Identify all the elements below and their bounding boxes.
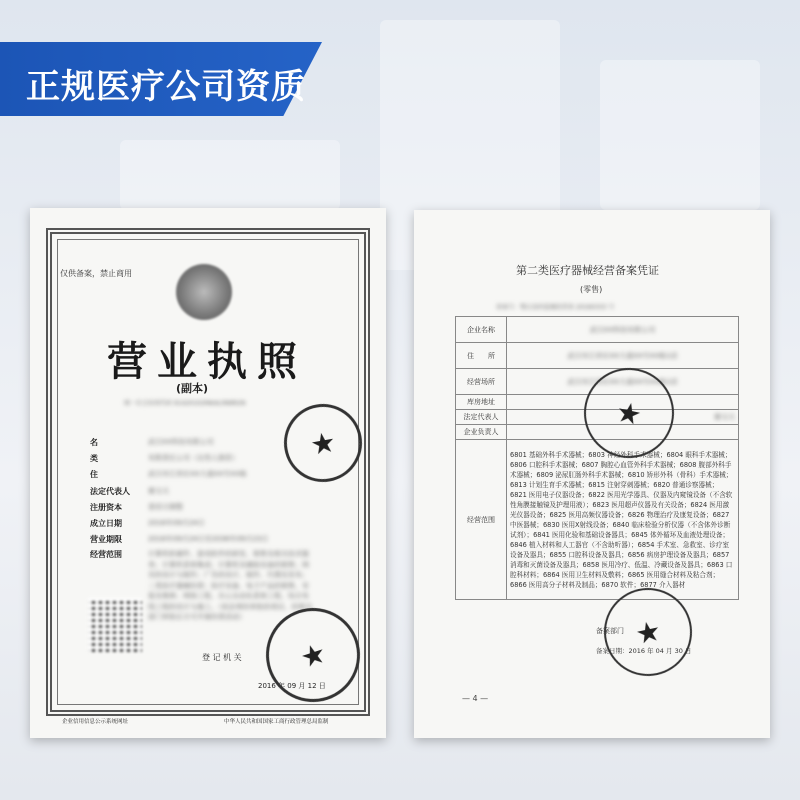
field-label-founded: 成立日期 <box>90 519 122 528</box>
field-label-capital: 注册资本 <box>90 503 122 512</box>
row-key: 住 所 <box>456 343 507 369</box>
company-seal-icon: ★ <box>576 360 683 467</box>
field-value-founded: 2016年09月24日 <box>148 519 205 527</box>
company-seal-icon: ★ <box>278 398 368 488</box>
agency-seal-icon: ★ <box>596 580 700 684</box>
field-label-term: 营业期限 <box>90 535 122 544</box>
row-value: 武汉XX科技有限公司 <box>507 317 739 343</box>
background-panel <box>600 60 760 210</box>
background-panel <box>120 140 340 210</box>
page-number: — 4 — <box>462 694 489 703</box>
certificate-title: 第二类医疗器械经营备案凭证 <box>516 264 659 277</box>
certificate-date: 备案日期：2016 年 04 月 30 日 <box>596 647 692 655</box>
record-number: 备案号：鄂汉食药监械经营备 20160333 号 <box>496 304 615 311</box>
certificate-table <box>455 316 739 600</box>
national-emblem-icon <box>176 264 232 320</box>
row-value: 武汉市江岸区XX大道XX号XX栋1层 <box>507 369 739 395</box>
row-value: 武汉市江岸区XX大道XX号XX栋1层 <box>507 343 739 369</box>
certificate-subtitle: (零售) <box>580 285 603 294</box>
field-value-address: 武汉市江岸区XX大道XX号XX栋 <box>148 470 247 478</box>
row-key: 法定代表人 <box>456 410 507 425</box>
registrar-seal-icon: ★ <box>254 596 372 714</box>
field-value-term: 2016年09月24日至2036年09月23日 <box>148 535 269 543</box>
field-label-name: 名 <box>90 438 98 447</box>
license-footer-right: 中华人民共和国国家工商行政管理总局监制 <box>224 719 329 725</box>
license-corner-note: 仅供备案，禁止商用 <box>60 269 132 278</box>
table-row <box>456 317 739 343</box>
table-row <box>456 440 739 600</box>
license-subtitle: (副本) <box>176 382 209 395</box>
license-title: 营业执照 <box>107 338 307 385</box>
row-value: 6801 基础外科手术器械；6803 神经外科手术器械；6804 眼科手术器械；6806 口腔科手术器械；6807 胸腔心血管外科手术器械；6808 腹部外科手术器械；6809 泌尿肛肠外科手术器械；6810 矫形外科（骨科）手术器械；6813 计划生育手术器械；6815 注射穿刺器械；6820 普通诊察器械；6821 医用电子仪器设备；6822 医用光学器具、仪器及内窥镜设备（不含软性角膜接触镜及护理用液）；6823 医用超声仪器及有关设备；6824 医用激光仪器设备；6825 医用高频仪器设备；6826 物理治疗及康复设备；6827 中医器械；6830 医用X射线设备；6840 临床检验分析仪器（不含体外诊断试剂）；6841 医用化验和基础设备器具；6845 体外循环及血液处理设备；6846 植入材料和人工器官（不含助听器）；6854 手术室、急救室、诊疗室设备及器具；6855 口腔科设备及器具；6856 病房护理设备及器具；6857 消毒和灭菌设备及器具；6858 医用冷疗、低温、冷藏设备及器具；6863 口腔科材料；6864 医用卫生材料及敷料；6865 医用缝合材料及粘合剂；6866 医用高分子材料及制品；6870 软件；6877 介入器材 <box>507 440 739 600</box>
license-date: 2016 年 09 月 12 日 <box>258 682 326 690</box>
field-value-scope: 计算机软硬件、游戏软件的研发、销售及相关技术服务；计算机系统集成；计算机及辅助设备的销售；网页的设计与制作；广告的设计、制作、代理及发布；二类医疗器械经营；医疗设备、电子产品的销售、安装及维修；网络工程、办公自动化系统工程、综合布线工程的设计与施工。（依法须经审批的项目，经相关部门审批后方可开展经营活动） <box>148 550 313 621</box>
field-label-scope: 经营范围 <box>90 550 122 559</box>
field-label-address: 住 <box>90 470 98 479</box>
field-value-legal-rep: 谢文元 <box>148 487 169 495</box>
row-key: 库房地址 <box>456 395 507 410</box>
registrar-label: 登 记 机 关 <box>202 653 242 662</box>
agency-label: 备案部门 <box>596 627 624 635</box>
row-key: 企业名称 <box>456 317 507 343</box>
license-footer-left: 企业信用信息公示系统网址 <box>62 719 129 725</box>
field-label-legal-rep: 法定代表人 <box>90 487 130 496</box>
field-label-type: 类 <box>90 454 98 463</box>
table-row <box>456 343 739 369</box>
row-key: 经营范围 <box>456 440 507 600</box>
row-key: 企业负责人 <box>456 425 507 440</box>
field-value-name: 武汉XX科技有限公司 <box>148 438 214 446</box>
row-value: 谢文元 <box>507 410 739 425</box>
qr-code-icon <box>88 598 142 652</box>
field-value-capital: 壹佰万圆整 <box>148 503 183 511</box>
field-value-type: 有限责任公司（自然人独资） <box>148 454 239 462</box>
row-key: 经营场所 <box>456 369 507 395</box>
banner-title: 正规医疗公司资质 <box>26 67 306 107</box>
credit-code: 统一社会信用代码 91420102MA4L0N9R2N <box>124 400 246 407</box>
